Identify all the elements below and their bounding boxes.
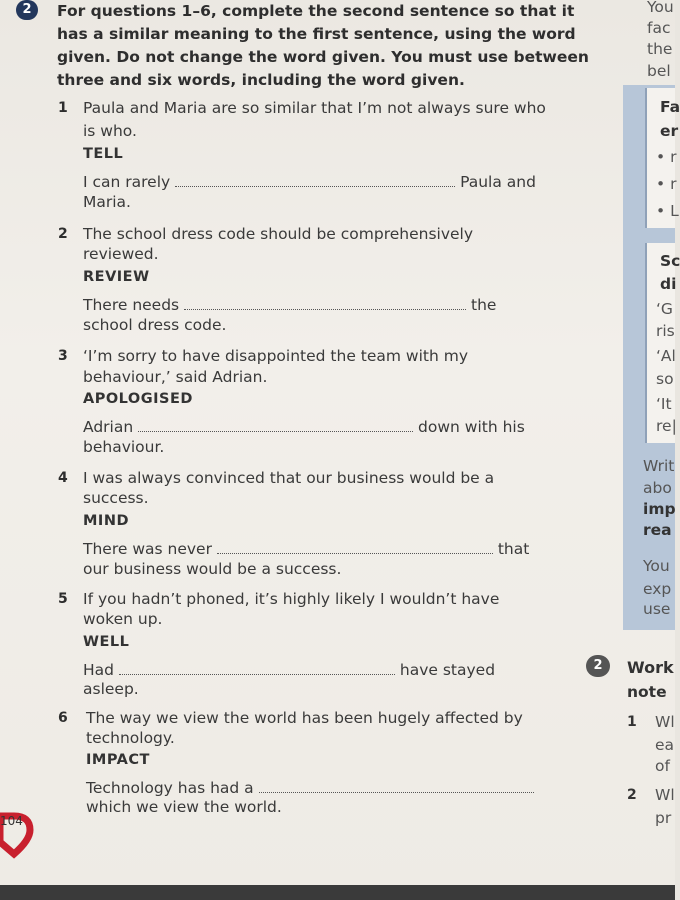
page-number-marker bbox=[0, 808, 32, 856]
item-number: 2 bbox=[627, 787, 637, 803]
question-sentence: I was always convinced that our business would be a bbox=[83, 469, 495, 487]
keyword: WELL bbox=[83, 634, 130, 650]
answer-end: have stayed bbox=[399, 661, 496, 679]
question-number: 6 bbox=[58, 710, 68, 726]
instruction-line: three and six words, including the word given. bbox=[57, 71, 465, 89]
answer-end: the bbox=[471, 296, 497, 314]
right-text: so bbox=[656, 370, 674, 388]
question-number: 5 bbox=[58, 591, 68, 607]
right-text: You bbox=[647, 0, 674, 16]
right-text: • r bbox=[656, 175, 677, 193]
right-text: ‘Al bbox=[656, 347, 676, 365]
answer-end: Paula and bbox=[460, 173, 536, 191]
answer-gap[interactable] bbox=[184, 296, 466, 310]
answer-start: Had bbox=[83, 661, 114, 679]
question-sentence: behaviour,’ said Adrian. bbox=[83, 368, 268, 386]
answer-start: Technology has had a bbox=[86, 779, 254, 797]
item-number: 1 bbox=[627, 714, 637, 730]
right-text: abo bbox=[643, 479, 672, 497]
answer-start: I can rarely bbox=[83, 173, 171, 191]
answer-continuation: our business would be a success. bbox=[83, 560, 342, 578]
question-sentence: If you hadn’t phoned, it’s highly likely I wouldn’t have bbox=[83, 590, 500, 608]
exercise-number-badge: 2 bbox=[16, 0, 38, 20]
answer-line bbox=[83, 172, 536, 192]
right-text: the bbox=[647, 40, 673, 58]
right-text: bel bbox=[647, 62, 671, 80]
right-text: Wl bbox=[655, 786, 675, 804]
question-number: 3 bbox=[58, 348, 68, 364]
answer-start: Adrian bbox=[83, 418, 134, 436]
keyword: IMPACT bbox=[86, 752, 150, 768]
question-sentence: The school dress code should be comprehensively bbox=[83, 225, 474, 243]
right-text: Wl bbox=[655, 713, 675, 731]
answer-start: There was never bbox=[83, 540, 212, 558]
question-number: 2 bbox=[58, 226, 68, 242]
answer-gap[interactable] bbox=[217, 540, 493, 554]
question-sentence: success. bbox=[83, 489, 149, 507]
answer-gap[interactable] bbox=[119, 661, 395, 675]
question-sentence: reviewed. bbox=[83, 245, 159, 263]
answer-continuation: which we view the world. bbox=[86, 798, 282, 816]
question-sentence: The way we view the world has been hugely affected by bbox=[86, 709, 523, 727]
section-subheading: note bbox=[627, 683, 667, 701]
question-number: 1 bbox=[58, 100, 68, 116]
keyword: REVIEW bbox=[83, 269, 150, 285]
right-text: rea bbox=[643, 521, 672, 539]
answer-gap[interactable] bbox=[175, 173, 455, 187]
keyword: MIND bbox=[83, 513, 129, 529]
quote-box bbox=[645, 243, 675, 443]
page-number: 104 bbox=[0, 814, 23, 828]
table-edge bbox=[0, 885, 675, 900]
right-text: ea bbox=[655, 736, 675, 754]
instruction-line: given. Do not change the word given. You must use between bbox=[57, 48, 589, 66]
answer-end: that bbox=[497, 540, 530, 558]
answer-continuation: asleep. bbox=[83, 680, 139, 698]
exercise-number-badge: 2 bbox=[586, 655, 610, 677]
answer-continuation: Maria. bbox=[83, 193, 131, 211]
keyword: TELL bbox=[83, 146, 124, 162]
answer-line bbox=[83, 539, 529, 559]
question-sentence: Paula and Maria are so similar that I’m not always sure who bbox=[83, 99, 546, 117]
question-sentence: ‘I’m sorry to have disappointed the team with my bbox=[83, 347, 469, 365]
answer-end: down with his bbox=[418, 418, 525, 436]
right-text: • r bbox=[656, 148, 677, 166]
instructions bbox=[57, 0, 589, 92]
right-text: You bbox=[643, 557, 670, 575]
right-text: imp bbox=[643, 500, 676, 518]
right-text: Sc bbox=[660, 252, 680, 270]
answer-line bbox=[83, 417, 525, 437]
right-text: ris bbox=[656, 322, 675, 340]
right-text: ‘It bbox=[656, 395, 672, 413]
answer-continuation: school dress code. bbox=[83, 316, 227, 334]
right-text: Fa bbox=[660, 98, 680, 116]
right-text: use bbox=[643, 600, 671, 618]
right-text: fac bbox=[647, 19, 671, 37]
question-sentence: woken up. bbox=[83, 610, 163, 628]
question-sentence: is who. bbox=[83, 122, 137, 140]
right-text: exp bbox=[643, 580, 672, 598]
question-number: 4 bbox=[58, 470, 68, 486]
right-text: of bbox=[655, 757, 670, 775]
answer-line bbox=[86, 778, 534, 798]
section-heading: Work bbox=[627, 658, 674, 677]
question-sentence: technology. bbox=[86, 729, 175, 747]
right-text: ‘G bbox=[656, 300, 673, 318]
answer-start: There needs bbox=[83, 296, 180, 314]
right-text: • L bbox=[656, 202, 679, 220]
right-text: Writ bbox=[643, 457, 675, 475]
instruction-line: has a similar meaning to the first sentence, using the word bbox=[57, 25, 576, 43]
instruction-line: For questions 1–6, complete the second sentence so that it bbox=[57, 2, 575, 20]
right-text: re| bbox=[656, 417, 677, 435]
right-text: di bbox=[660, 275, 677, 293]
keyword: APOLOGISED bbox=[83, 391, 193, 407]
answer-gap[interactable] bbox=[138, 418, 413, 432]
answer-continuation: behaviour. bbox=[83, 438, 165, 456]
answer-line bbox=[83, 660, 495, 680]
answer-gap[interactable] bbox=[259, 779, 534, 793]
answer-line bbox=[83, 295, 496, 315]
right-text: pr bbox=[655, 809, 672, 827]
right-text: er bbox=[660, 122, 679, 140]
